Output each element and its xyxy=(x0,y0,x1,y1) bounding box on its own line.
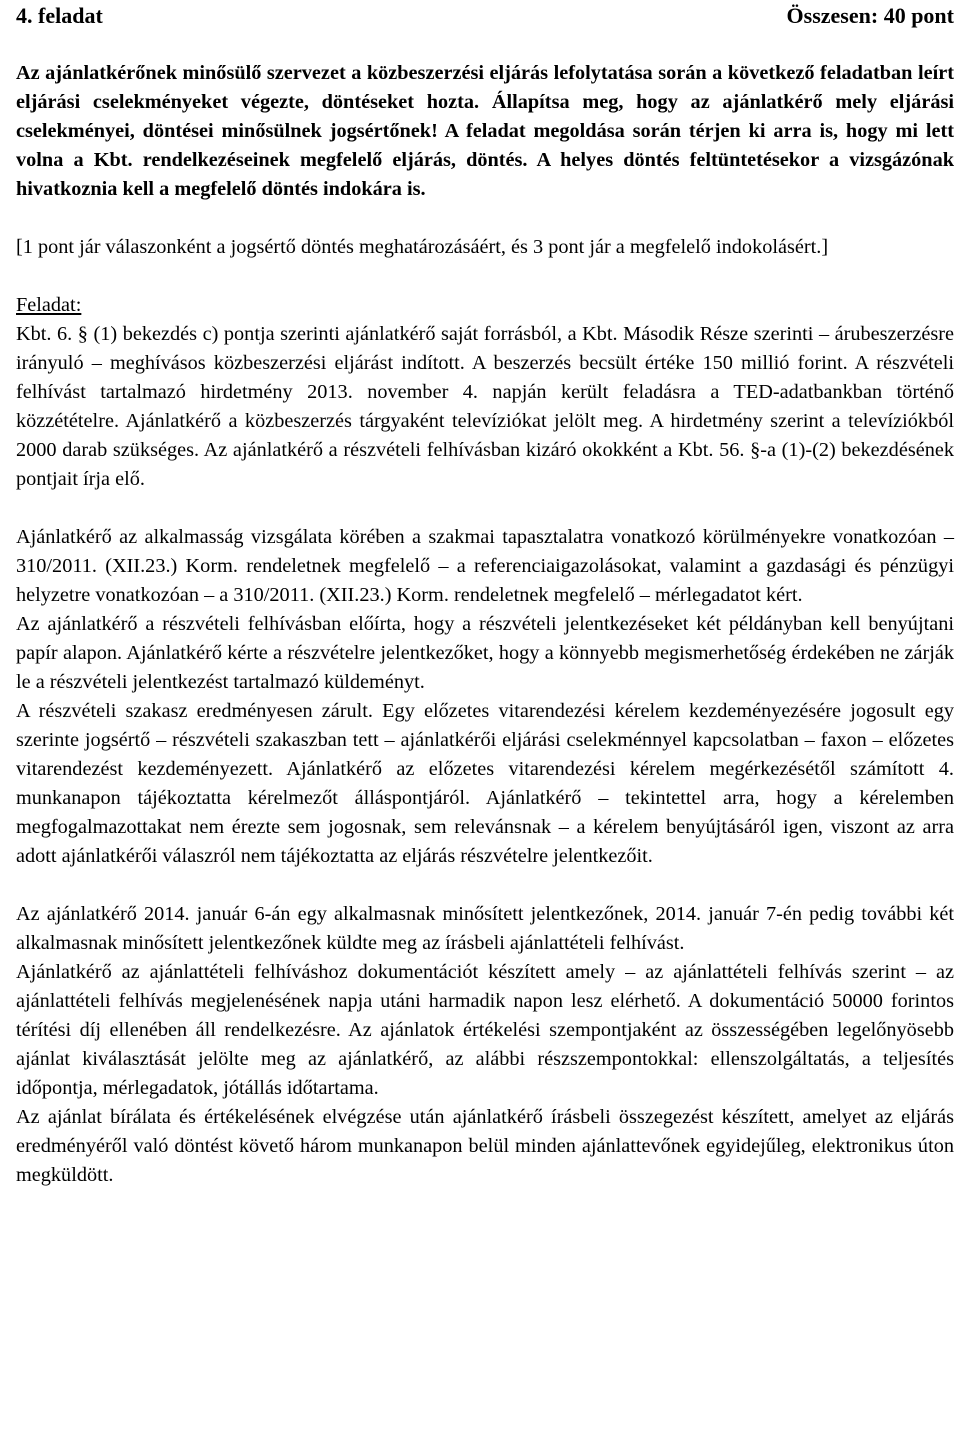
scoring-note: [1 pont jár válaszonként a jogsértő döntés meghatározásáért, és 3 pont jár a megfelelő indokolásért.] xyxy=(16,236,829,258)
task-paragraph-6: Ajánlatkérő az ajánlattételi felhíváshoz dokumentációt készített amely – az ajánlattételi felhívás szerint – az ajánlattételi felhívás megjelenésének napja utáni harmadik napon lesz elérhető. A dokumentáció 50000 forintos térítési díj ellenében áll rendelkezésre. Az ajánlatok értékelési szempontjaként az összességében legelőnyösebb ajánlat kiválasztását jelölte meg az ajánlatkérő, az alábbi részszempontokkal: ellenszolgáltatás, a teljesítés időpontja, mérlegadatok, jótállás időtartama. xyxy=(16,961,954,1099)
document-page xyxy=(16,0,954,1190)
task-paragraph-5: Az ajánlatkérő 2014. január 6-án egy alkalmasnak minősített jelentkezőnek, 2014. január 7-én pedig további két alkalmasnak minősített jelentkezőnek küldte meg az írásbeli ajánlattételi felhívást. xyxy=(16,903,954,954)
task-paragraph-3: Az ajánlatkérő a részvételi felhívásban előírta, hogy a részvételi jelentkezéseket két példányban kell benyújtani papír alapon. Ajánlatkérő kérte a részvételre jelentkezőket, hogy a könnyebb megismerhetőség érdekében ne zárják le a részvételi jelentkezést tartalmazó küldeményt. xyxy=(16,613,954,693)
task-header xyxy=(16,1,954,30)
task-title: 4. feladat xyxy=(16,3,103,28)
task-paragraph-1: Kbt. 6. § (1) bekezdés c) pontja szerinti ajánlatkérő saját forrásból, a Kbt. Második Része szerinti – árubeszerzésre irányuló – meghívásos közbeszerzési eljárást indított. A beszerzés becsült értéke 150 millió forint. A részvételi felhívást tartalmazó hirdetmény 2013. november 4. napján került feladásra a TED-adatbankban történő közzétételre. Ajánlatkérő a közbeszerzés tárgyaként televíziókat jelölt meg. A hirdetmény szerint a televíziókból 2000 darab szükséges. Az ajánlatkérő a részvételi felhívásban kizáró okokként a Kbt. 56. §-a (1)-(2) bekezdésének pontjait írja elő. xyxy=(16,323,954,490)
task-paragraph-7: Az ajánlat bírálata és értékelésének elvégzése után ajánlatkérő írásbeli összegezést készített, amelyet az eljárás eredményéről való döntést követő három munkanapon belül minden ajánlattevőnek egyidejűleg, elektronikus úton megküldött. xyxy=(16,1106,954,1186)
total-points: Összesen: 40 pont xyxy=(786,3,954,28)
task-label: Feladat: xyxy=(16,294,82,316)
instructions-text: Az ajánlatkérőnek minősülő szervezet a közbeszerzési eljárás lefolytatása során a következő feladatban leírt eljárási cselekményeket végezte, döntéseket hozta. Állapítsa meg, hogy az ajánlatkérő mely eljárási cselekményei, döntései minősülnek jogsértőnek! A feladat megoldása során térjen ki arra is, hogy mi lett volna a Kbt. rendelkezéseinek megfelelő eljárás, döntés. A helyes döntés feltüntetésekor a vizsgázónak hivatkoznia kell a megfelelő döntés indokára is. xyxy=(16,62,954,200)
task-paragraph-2: Ajánlatkérő az alkalmasság vizsgálata körében a szakmai tapasztalatra vonatkozó körülményekre vonatkozóan – 310/2011. (XII.23.) Korm. rendeletnek megfelelő – a referenciaigazolásokat, valamint a gazdasági és pénzügyi helyzetre vonatkozóan – a 310/2011. (XII.23.) Korm. rendeletnek megfelelő – mérlegadatot kért. xyxy=(16,526,954,606)
task-paragraph-4: A részvételi szakasz eredményesen zárult. Egy előzetes vitarendezési kérelem kezdeményezésére jogosult egy szerinte jogsértő – részvételi szakaszban tett – ajánlatkérői eljárási cselekménnyel kapcsolatban – faxon – előzetes vitarendezést kezdeményezett. Ajánlatkérő az előzetes vitarendezési kérelem megérkezésétől számított 4. munkanapon tájékoztatta kérelmezőt álláspontjáról. Ajánlatkérő – tekintettel arra, hogy a kérelemben megfogalmazottakat nem érezte sem jogosnak, sem relevánsnak – a kérelem benyújtásáról igen, viszont az arra adott ajánlatkérői válaszról nem tájékoztatta az eljárás részvételre jelentkezőit. xyxy=(16,700,954,867)
